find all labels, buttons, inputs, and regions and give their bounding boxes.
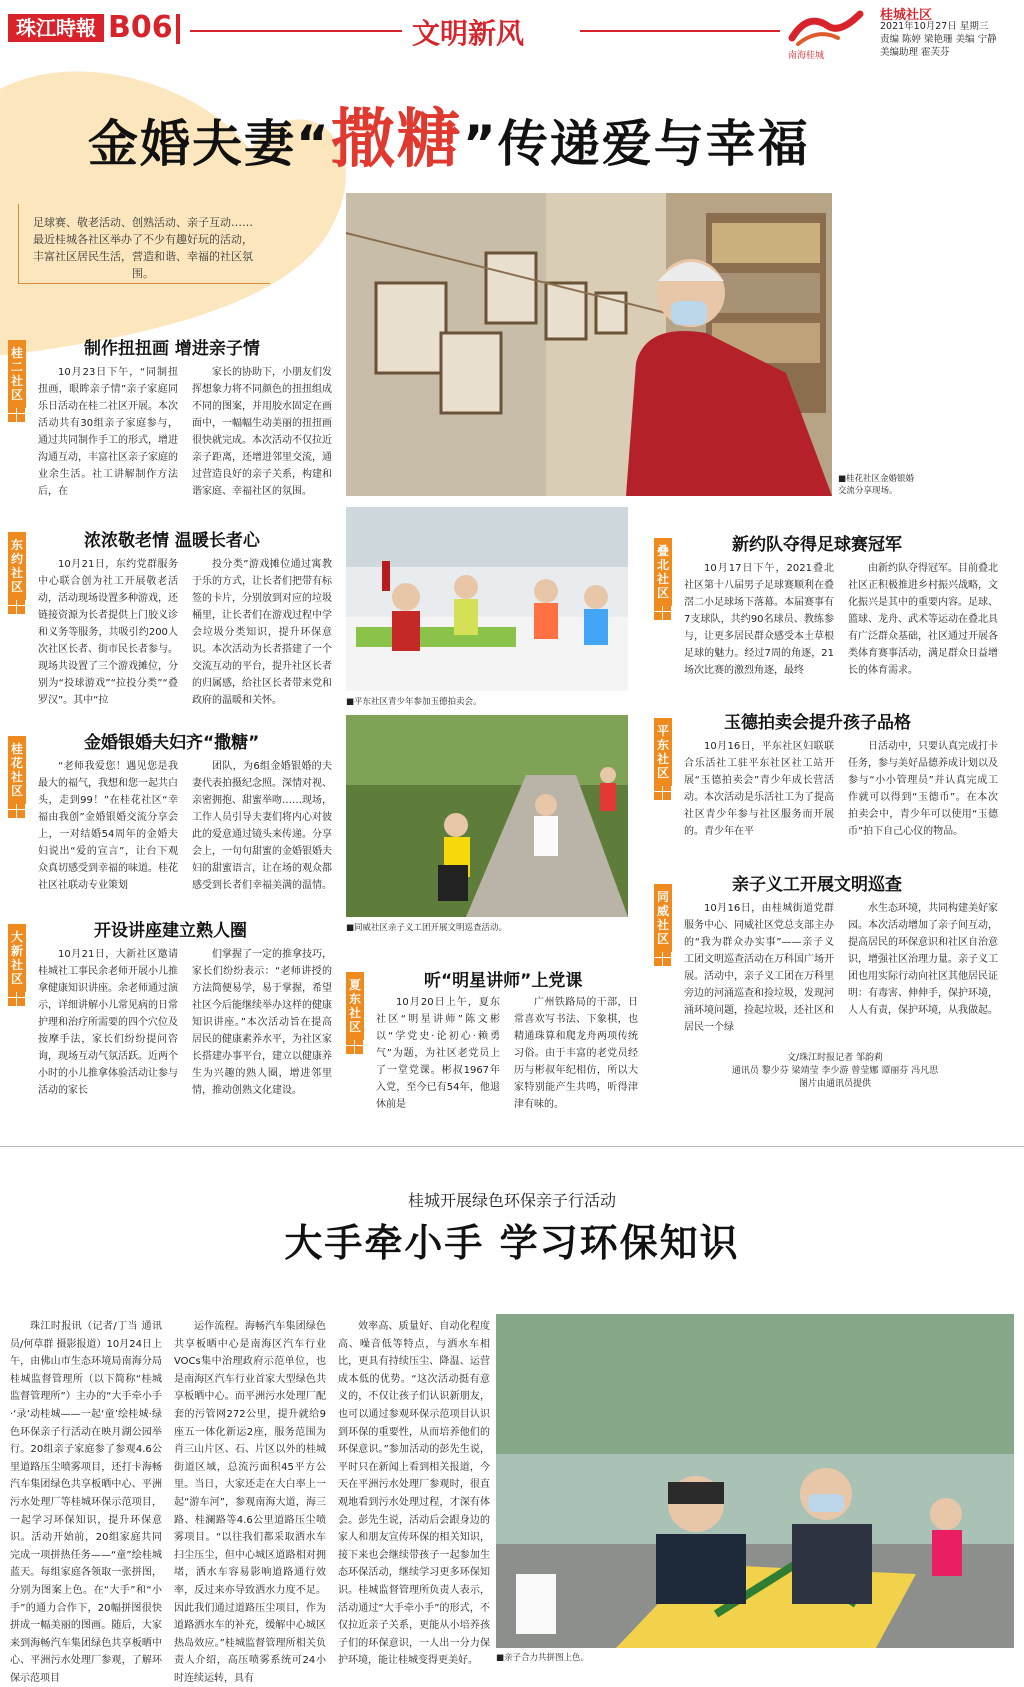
bottom-article-body xyxy=(10,1318,490,1684)
tag-square-icon xyxy=(8,989,26,1007)
article-title: 听“明星讲师”上党课 xyxy=(424,971,583,991)
header-divider xyxy=(176,14,180,44)
caption-patrol: ■同威社区亲子义工团开展文明巡查活动。 xyxy=(346,923,508,933)
caption-auction: ■平东社区青少年参加玉德拍卖会。 xyxy=(346,697,482,707)
editor-assistant: 美编助理 霍芙芬 xyxy=(880,47,950,58)
bottom-col-1: 珠江时报讯（记者/丁当 通讯员/何草群 摄影报道）10月24日上午，由佛山市生态环境局南海分局桂城监督管理所（以下简称“桂城监督管理所”）主办的“大手牵小手·‘录’动桂城——一起‘童’绘桂城·绿色环保亲子行活动在映月湖公园举行。20组亲子家庭参了参观4.6公里道路压尘喷雾项目，还打卡海畅汽车集团绿色共享板晒中心、平洲污水处理厂等桂城环保示范项目，一起学习环保知识，提升环保意识。活动开始前，20组家庭共同完成一项拼热任务——“童”绘桂城蓝天。每组家庭各领取一张拼图，分别为图案上色。在“大手”和“小手”的通力合作下，20幅拼图很快拼成一幅美丽的图画。随后，大家来到海畅汽车集团绿色共享板晒中心、平洲污水处理厂参观，了解环保示范项目 xyxy=(10,1321,162,1684)
byline xyxy=(660,1052,1010,1091)
editors: 责编 陈婷 梁艳珊 美编 宁静 xyxy=(880,34,997,45)
article-col-2: 家长的协助下，小朋友们发挥想象力将不同颜色的扭扭组成不同的图案，并用胶水固定在画面中，一幅幅生动美丽的扭扭画很快就完成。本次活动不仅拉近亲子距离，还增进邻里交流，通过营造良好的亲子关系，构建和谐家庭、幸福社区的氛围。 xyxy=(192,367,332,497)
tag-xia-dong: 夏东社区 xyxy=(346,972,364,1040)
article-body xyxy=(38,556,332,704)
tag-square-icon xyxy=(654,783,672,801)
article-col-1: 10月17日下午，2021叠北社区第十八届男子足球赛顺利在叠滘二小足球场下落幕。本届赛事有7支球队，共约90名球员、教练参与，让更多居民群众感受本土草根足球的魅力。经过7周的角逐，21场次比赛的激烈角逐，最终 xyxy=(684,563,834,676)
tag-square-icon xyxy=(8,597,26,615)
tag-da-xin: 大新社区 xyxy=(8,924,26,992)
bottom-headline: 大手牵小手 学习环保知识 xyxy=(284,1221,740,1265)
article-title: 玉德拍卖会提升孩子品格 xyxy=(724,713,911,733)
tag-gui-er: 桂二社区 xyxy=(8,340,26,408)
section-separator xyxy=(0,1146,1024,1147)
article-body xyxy=(684,900,998,1036)
caption-golden-wedding: ■桂花社区金婚银婚交流分享现场。 xyxy=(838,474,915,496)
photo-patrol xyxy=(346,715,628,917)
article-body xyxy=(38,758,332,894)
header-rule-right xyxy=(580,30,780,32)
bottom-subtitle: 桂城开展绿色环保亲子行活动 xyxy=(407,1191,616,1210)
article-col-1: 10月21日，大新社区邀请桂城社工事民余老师开展小儿推拿健康知识讲座。余老师通过演示，详细讲解小儿常见病的日常护理和治疗所需要的四个穴位及按摩手法，家长们纷纷提问咨询，现场互动气氛活跃。近两个小时的小儿推拿体验活动让参与活动的家长 xyxy=(38,949,178,1096)
article-col-1: 10月23日下午，“同制扭扭画，眼眸亲子情”亲子家庭同乐日活动在桂二社区开展。本次活动共有30组亲子家庭参与，通过共同制作手工的形式，增进沟通互动，丰富社区亲子家庭的业余生活。社工讲解制作方法后，在 xyxy=(38,367,178,497)
article-col-1: 10月16日，由桂城街道党群服务中心、同威社区党总支部主办的“我为群众办实事”——亲子义工团文明巡查活动在万科国广场开展。活动中，亲子义工团在万科里旁边的河涌巡查和捡垃圾，发现河涌环境问题，捡起垃圾，还社区和居民一个绿 xyxy=(684,903,834,1033)
byline-photo: 图片由通讯员提供 xyxy=(798,1079,871,1089)
newspaper-logo: 珠江時報 xyxy=(8,14,104,42)
article-body xyxy=(684,560,998,680)
tag-square-icon xyxy=(8,801,26,819)
section-title: 文明新风 xyxy=(412,17,525,50)
tag-gui-hua: 桂花社区 xyxy=(8,736,26,804)
article-col-2: 由新约队夺得冠军。目前叠北社区正积极推进乡村振兴战略，文化振兴是其中的重要内容。足球、篮球、龙舟、武术等运动在叠北具有广泛群众基础，社区通过开展各类体育赛事活动，满足群众日益增长的体育需求。 xyxy=(848,563,998,676)
byline-correspondents: 通讯员 黎少芬 梁靖莹 李少游 曾莹娜 谭丽芬 冯凡思 xyxy=(731,1066,939,1076)
article-col-2: 投分类”游戏摊位通过寓教于乐的方式，让长者们把带有标签的卡片，分别放到对应的垃圾桶里，让长者们在游戏过程中学会垃圾分类知识，提升环保意识。本次活动为长者搭建了一个交流互动的平台，提升社区长者的归属感，给社区长者带来党和政府的温暖和关怀。 xyxy=(192,559,332,706)
issue-meta xyxy=(880,20,1020,59)
byline-reporter: 文/珠江时报记者 邹韵莉 xyxy=(787,1053,883,1063)
page-header xyxy=(0,0,1024,62)
article-col-2: 团队，为6组金婚银婚的夫妻代表拍摄纪念照。深情对视、亲密拥抱、甜蜜举吻……现场，工作人员引导夫妻们将内心对彼此的爱意通过镜头来传递。分享会上，一句句甜蜜的金婚银婚夫妇的甜蜜语言，让在场的观众都感受到长者们幸福美满的温情。 xyxy=(192,761,332,891)
article-title: 开设讲座建立熟人圈 xyxy=(94,921,247,941)
article-col-2: 水生态环境，共同构建美好家园。本次活动增加了亲子间互动，提高居民的环保意识和社区自治意识，增强社区治理力量。亲子义工团也用实际行动向社区其他居民证明：有毒害、伸伸手，保护环境，人人有责，保护环境，从我做起。 xyxy=(848,903,998,1016)
caption-eco-drawing: ■亲子合力共拼图上色。 xyxy=(496,1653,590,1663)
issue-date: 2021年10月27日 星期三 xyxy=(880,21,989,32)
photo-eco-drawing xyxy=(496,1314,1014,1648)
tag-dong-yue: 东约社区 xyxy=(8,532,26,600)
tag-square-icon xyxy=(654,949,672,967)
intro-text: 足球赛、敬老活动、创熟活动、亲子互动……最近桂城各社区举办了不少有趣好玩的活动，丰富社区居民生活，营造和谐、幸福的社区氛围。 xyxy=(33,216,253,280)
tag-square-icon xyxy=(8,405,26,423)
article-title: 金婚银婚夫妇齐“撒糖” xyxy=(84,733,260,753)
tag-die-bei: 叠北社区 xyxy=(654,538,672,606)
article-title: 浓浓敬老情 温暖长者心 xyxy=(84,531,260,551)
article-col-1: 10月16日，平东社区妇联联合乐活社工驻平东社区社工站开展“玉德拍卖会”青少年成长营活动。本次活动是乐活社工为了提高社区青少年参与社区服务而开展的。青少年在平 xyxy=(684,741,834,837)
tag-ping-dong: 平东社区 xyxy=(654,718,672,786)
nanhai-guicheng-logo-icon xyxy=(788,8,868,48)
article-body xyxy=(38,364,332,500)
headline-highlight: 撒糖 xyxy=(330,102,463,177)
brand-name: 南海桂城 xyxy=(788,51,825,61)
bottom-col-2: 运作流程。海畅汽车集团绿色共享板晒中心是南海区汽车行业VOCs集中治理政府示范单位，也是南海区汽车行业首家大型绿色共享板晒中心。而平洲污水处理厂配套的污管网272公里，提升就给9座五一体化新运2座，服务范围为肖三山片区、石、片区以外的桂城街道区域，总流污面积45平方公里。当日，大家还走在大白率上一起“游车河”，参观南海大道，海三路、桂澜路等4.6公里道路压尘喷雾项目。“以往我们都采取洒水车扫尘压尘，但中心城区道路相对拥堵，洒水车容易影响道路通行效率，反过来亦导致洒水力度不足。因此我们通过道路压尘项目，作为道路洒水车的补充，缓解中心城区热岛效应。”桂城监督管理所相关负责人介绍，高压喷雾系统可24小时连续运转，具有 xyxy=(174,1321,326,1684)
article-col-2: 日活动中，只要认真完成打卡任务，参与美好品德养成计划以及参与“小小管理员”并认真完成工作就可以得到“玉德币”。在本次拍卖会中，青少年可以使用“玉德币”拍下自己心仪的物品。 xyxy=(848,741,998,837)
article-title: 制作扭扭画 增进亲子情 xyxy=(84,339,260,359)
article-title: 亲子义工开展文明巡查 xyxy=(732,875,902,895)
header-rule-left xyxy=(190,30,402,32)
tag-tong-wei: 同威社区 xyxy=(654,884,672,952)
article-body xyxy=(376,994,638,1110)
headline-pre: 金婚夫妻“ xyxy=(88,115,331,173)
tag-square-icon xyxy=(654,603,672,621)
article-col-1: “老师我爱您！遇见您是我最大的福气，我想和您一起共白头，走到99！”在桂花社区“幸福由我创”金婚银婚交流分享会上，一对结婚54周年的金婚夫妇说出“爱的宣言”，让台下观众真切感受到幸福的味道。桂花社区社联动专业策划 xyxy=(38,761,178,891)
article-col-2: 们掌握了一定的推拿技巧，家长们纷纷表示：“老师讲授的方法简便易学，易于掌握，希望社区今后能继续举办这样的健康知识讲座。”本次活动旨在提高居民的健康素养水平，为社区家长搭建办事平台，建立以健康养生为兴趣的熟人圈，增进邻里情，推动创熟文化建设。 xyxy=(192,949,332,1096)
page-number: B06 xyxy=(108,10,173,45)
headline-post: ”传递爱与幸福 xyxy=(462,115,810,173)
article-col-2: 广州铁路局的干部，日常喜欢写书法、下象棋，也精通珠算和爬龙舟两项传统习俗。由于丰富的老党员经历与彬叔年纪相仿，所以大家特别能产生共鸣，听得津津有味的。 xyxy=(514,997,638,1110)
column-name: 桂城社区 xyxy=(880,8,933,23)
article-title: 新约队夺得足球赛冠军 xyxy=(732,535,902,555)
photo-auction xyxy=(346,507,628,691)
photo-golden-wedding xyxy=(346,193,832,496)
main-headline xyxy=(88,88,810,180)
tag-square-icon xyxy=(346,1037,364,1055)
article-body xyxy=(684,738,998,856)
bottom-col-3: 效率高、质量好、自动化程度高、噪音低等特点，与洒水车相比，更具有持续压尘、降温、运营成本低的优势。“这次活动挺有意义的，不仅让孩子们认识新朋友，也可以通过参观环保示范项目认识到环保的重要性，从而培养他们的环保意识。”参加活动的彭先生说，平时只在新闻上看到相关报道，今天在平洲污水处理厂参观时，很直观地看到污水处理过程，才深有体会。彭先生说，活动后会跟身边的家人和朋友宣传环保的相关知识，接下来也会继续带孩子一起参加生态环保活动，继续学习更多环保知识。桂城监督管理所负责人表示，活动通过“大手牵小手”的形式，不仅拉近亲子关系，更能从小培养孩子们的环保意识，一人出一分力保护环境，能让桂城变得更美好。 xyxy=(338,1321,490,1667)
article-body xyxy=(38,946,332,1096)
article-col-1: 10月20日上午，夏东社区“明星讲师”陈文彬以“学党史·论初心·赖勇气”为题，为社区老党员上了一堂党课。彬叔1967年入党，至今已有54年，他退休前是 xyxy=(376,997,500,1110)
article-col-1: 10月21日，东约党群服务中心联合创为社工开展敬老活动，活动现场设置多种游戏，还链接资源为长者提供上门胶义诊和义务等服务，共吸引约200人次社区长者、街市民长者参与。现场共设置了三个游戏摊位，分别为“投球游戏”“拉投分类”“叠罗汉”。其中“拉 xyxy=(38,559,178,706)
